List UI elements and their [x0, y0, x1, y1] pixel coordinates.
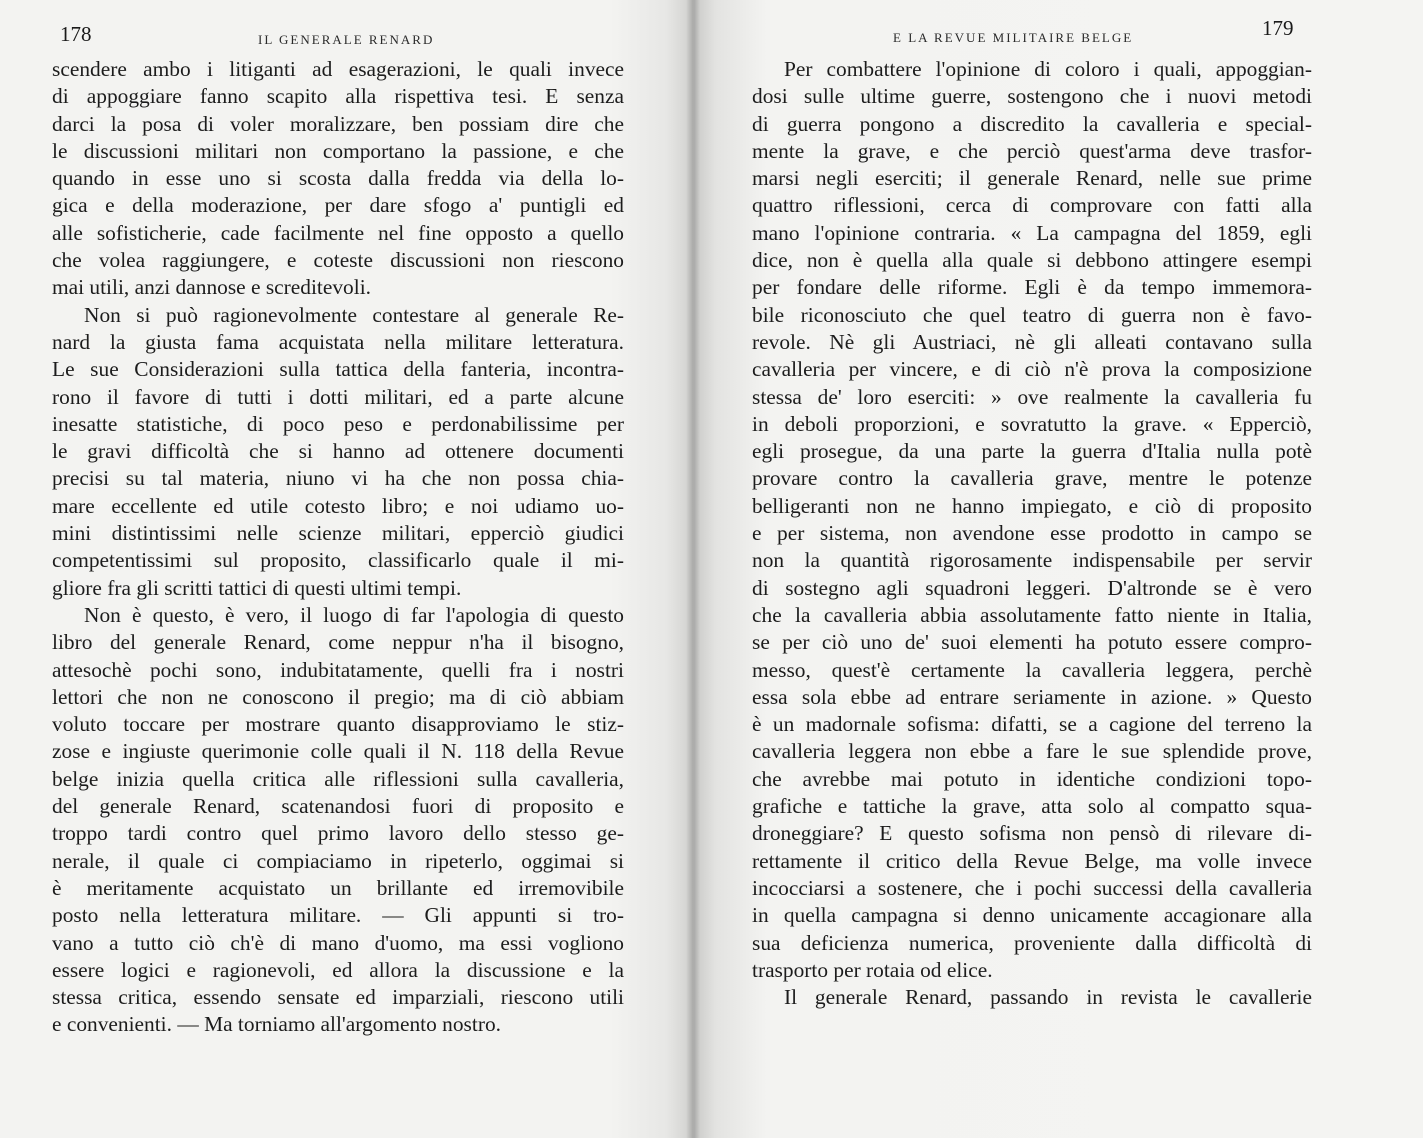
text-line: dosi sulle ultime guerre, sostengono che i nuovi metodi [752, 84, 1312, 109]
text-line: stessa de' loro eserciti: » ove realmente la cavalleria fu [752, 384, 1312, 409]
text-line: cavalleria leggera non ebbe a fare le sue splendide prove, [752, 739, 1312, 764]
text-line: che avrebbe mai potuto in identiche condizioni topo- [752, 766, 1312, 791]
text-line: le discussioni militari non comportano la passione, e che [52, 138, 624, 163]
page-number: 178 [60, 22, 92, 46]
text-line: Le sue Considerazioni sulla tattica della fanteria, incontra- [52, 357, 624, 382]
right-page [694, 0, 1423, 1138]
text-line: incocciarsi a sostenere, che i pochi successi della cavalleria [752, 875, 1312, 900]
text-line: gliore fra gli scritti tattici di questi ultimi tempi. [52, 575, 462, 600]
text-line: scendere ambo i litiganti ad esagerazioni, le quali invece [52, 57, 624, 81]
text-line: Non si può ragionevolmente contestare al generale Re- [84, 302, 624, 327]
text-line: voluto toccare per mostrare quanto disapproviamo le stiz- [52, 712, 624, 737]
text-line: per fondare delle riforme. Egli è da tempo immemora- [752, 275, 1312, 300]
text-line: lettori che non ne conoscono il pregio; ma di ciò abbiam [52, 684, 624, 709]
running-head: IL GENERALE RENARD [258, 32, 435, 47]
text-line: se per ciò uno de' suoi elementi ha potuto essere compro- [752, 630, 1312, 655]
text-line: mente la grave, e che perciò quest'arma deve trasfor- [752, 138, 1312, 163]
text-line: quando in esse uno si scosta dalla fredda via della lo- [52, 166, 624, 191]
text-line: competentissimi sul proposito, classificarlo quale il mi- [52, 548, 624, 573]
text-line: zose e ingiuste querimonie colle quali il N. 118 della Revue [52, 739, 624, 764]
text-line: belge inizia quella critica alle riflessioni sulla cavalleria, [52, 766, 624, 791]
text-line: in deboli proporzioni, e sovratutto la grave. « Epperciò, [752, 411, 1312, 436]
text-line: in quella campagna si denno unicamente accagionare alla [752, 903, 1312, 928]
text-line: attesochè pochi sono, indubitatamente, quelli fra i nostri [52, 657, 624, 682]
text-line: non la quantità rigorosamente indispensabile per servir [752, 548, 1312, 573]
text-line: mai utili, anzi dannose e screditevoli. [52, 275, 371, 300]
text-line: marsi negli eserciti; il generale Renard, nelle sue prime [752, 166, 1312, 191]
text-line: è meritamente acquistato un brillante ed irremovibile [52, 875, 624, 900]
text-line: che la cavalleria abbia assolutamente fatto niente in Italia, [752, 602, 1312, 627]
text-line: cavalleria per vincere, e di ciò n'è prova la composizione [752, 357, 1312, 382]
page-number: 179 [1262, 16, 1294, 40]
text-line: belligeranti non ne hanno impiegato, e ciò di proposito [752, 493, 1312, 518]
text-line: posto nella letteratura militare. — Gli appunti si tro- [52, 903, 624, 928]
text-line: mini distintissimi nelle scienze militari, epperciò giudici [52, 521, 624, 546]
text-line: essa sola ebbe ad entrare seriamente in azione. » Questo [752, 684, 1312, 709]
text-line: inesatte statistiche, di poco peso e perdonabilissime per [52, 411, 624, 436]
left-page [0, 0, 694, 1138]
text-line: di appoggiare fanno scapito alla rispettiva tesi. E senza [52, 84, 624, 109]
text-line: del generale Renard, scatenandosi fuori di proposito e [52, 794, 624, 819]
text-line: quattro riflessioni, cerca di comprovare con fatti alla [752, 193, 1312, 218]
text-line: stessa critica, essendo sensate ed imparziali, riescono utili [52, 985, 624, 1010]
text-line: precisi su tal materia, niuno vi ha che non possa chia- [52, 466, 624, 491]
text-line: droneggiare? E questo sofisma non pensò di rilevare di- [752, 821, 1312, 846]
text-line: provare contro la cavalleria grave, mentre le potenze [752, 466, 1312, 491]
running-head: E LA REVUE MILITAIRE BELGE [893, 30, 1134, 45]
left-body-text [52, 56, 624, 1039]
text-line: rettamente il critico della Revue Belge, ma volle invece [752, 848, 1312, 873]
text-line: le gravi difficoltà che si hanno ad ottenere documenti [52, 439, 624, 464]
text-line: Non è questo, è vero, il luogo di far l'apologia di questo [84, 602, 624, 627]
text-line: libro del generale Renard, come neppur n'ha il bisogno, [52, 630, 624, 655]
text-line: essere logici e ragionevoli, ed allora la discussione e la [52, 957, 624, 982]
text-line: revole. Nè gli Austriaci, nè gli alleati contavano sulla [752, 329, 1312, 354]
text-line: Per combattere l'opinione di coloro i quali, appoggian- [784, 57, 1312, 81]
text-line: trasporto per rotaia od elice. [752, 957, 993, 982]
text-line: che volea raggiungere, e coteste discussioni non riescono [52, 248, 624, 273]
text-line: troppo tardi contro quel primo lavoro dello stesso ge- [52, 821, 624, 846]
text-line: e convenienti. — Ma torniamo all'argomento nostro. [52, 1012, 501, 1037]
right-body-text [752, 56, 1312, 1011]
text-line: grafiche e tattiche la grave, atta solo al compatto squa- [752, 794, 1312, 819]
text-line: mare eccellente ed utile cotesto libro; e noi udiamo uo- [52, 493, 624, 518]
text-line: mano l'opinione contraria. « La campagna del 1859, egli [752, 220, 1312, 245]
text-line: Il generale Renard, passando in revista le cavallerie [784, 985, 1312, 1010]
book-gutter [686, 0, 700, 1138]
text-line: di guerra pongono a discredito la cavalleria e special- [752, 111, 1312, 136]
text-line: dice, non è quella alla quale si debbono attingere esempi [752, 248, 1312, 273]
text-line: sua deficienza numerica, proveniente dalla difficoltà di [752, 930, 1312, 955]
text-line: nerale, il quale ci compiaciamo in ripeterlo, oggimai si [52, 848, 624, 873]
text-line: di sostegno agli squadroni leggeri. D'altronde se è vero [752, 575, 1312, 600]
text-line: messo, quest'è certamente la cavalleria leggera, perchè [752, 657, 1312, 682]
text-line: bile riconosciuto che quel teatro di guerra non è favo- [752, 302, 1312, 327]
text-line: gica e della moderazione, per dare sfogo a' puntigli ed [52, 193, 624, 218]
text-line: e per sistema, non avendone esse prodotto in campo se [752, 521, 1312, 546]
text-line: è un madornale sofisma: difatti, se a cagione del terreno la [752, 712, 1312, 737]
text-line: nard la giusta fama acquistata nella militare letteratura. [52, 329, 624, 354]
text-line: darci la posa di voler moralizzare, ben possiam dire che [52, 111, 624, 136]
text-line: alle sofisticherie, cade facilmente nel fine opposto a quello [52, 220, 624, 245]
text-line: egli prosegue, da una parte la guerra d'Italia nulla potè [752, 439, 1312, 464]
text-line: rono il favore di tutti i dotti militari, ed a parte alcune [52, 384, 624, 409]
text-line: vano a tutto ciò ch'è di mano d'uomo, ma essi vogliono [52, 930, 624, 955]
